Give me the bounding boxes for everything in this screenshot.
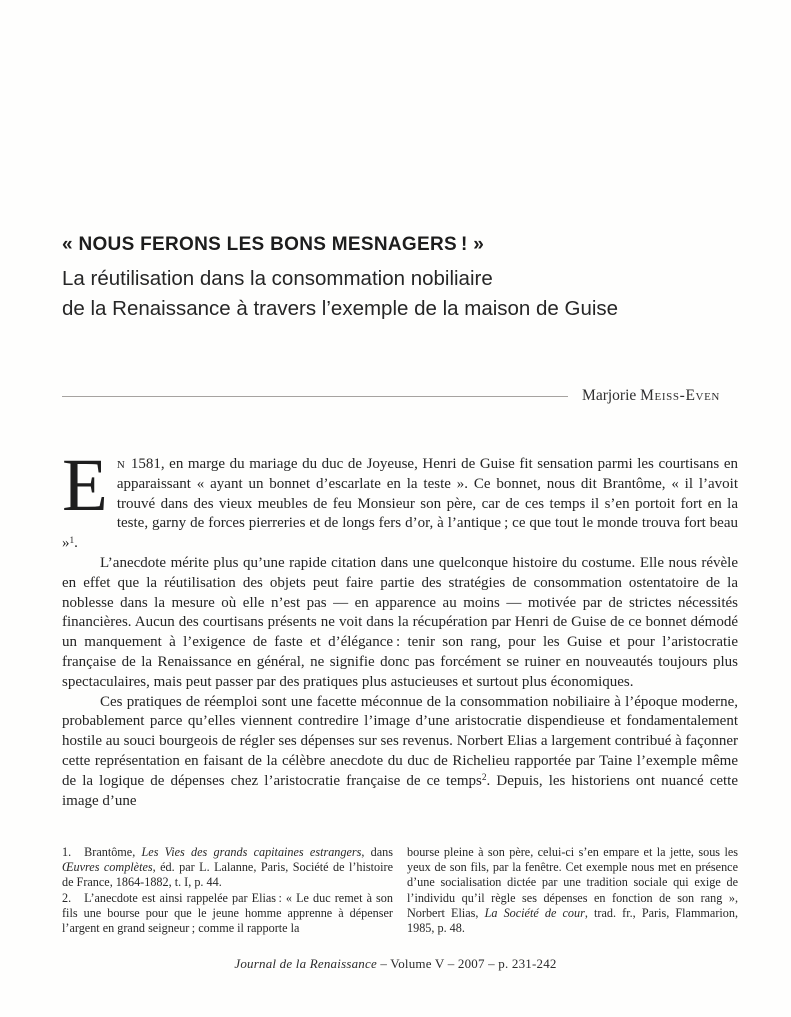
author-first-name: Marjorie [582,387,641,404]
article-subtitle [62,264,738,323]
dropcap-letter: E [62,444,108,527]
paragraph-1-text: n 1581, en marge du mariage du duc de Joyeuse, Henri de Guise fit sensation parmi les courtisans en apparaissant « ayant un bonnet d’escarlate en la teste ». Ce bonnet, nous dit Brantôme, « il l’avoit trouvé dans des vieux meubles de feu Monsieur son père, car de ces temps il s’en portoit fort en la teste, garny de forces pierreries et de longs fers d’or, à l’antique ; ce que tout le monde trouva fort beau »$^1$. [62,456,738,552]
subtitle-line-2: de la Renaissance à travers l’exemple de la maison de Guise [62,296,619,320]
author-last-name: Meiss-Even [640,387,720,404]
paragraph-1 [62,444,738,554]
article-title: « NOUS FERONS LES BONS MESNAGERS ! » [62,234,485,255]
footnote-2-continuation [407,845,738,936]
paragraph-3-text: Ces pratiques de réemploi sont une facette méconnue de la consommation nobiliaire à l’époque moderne, probablement parce qu’elles viennent contredire l’image d’une aristocratie dispendieuse et fondamentalement hostile au souci bourgeois de régler ses dépenses sur ses revenus. Norbert Elias a largement contribué à façonner cette représentation en faisant de la célèbre anecdote du duc de Richelieu rapportée par Taine l’exemple même de la logique de dépenses chez l’aristocratie française de ce temps$^2$. Depuis, les historiens ont nuancé cette image d’une [62,693,739,809]
author-name [582,387,720,405]
footnote-1-text: 1. Brantôme, Les Vies des grands capitaines estrangers, dans Œuvres complètes, éd. par L. Lalanne, Paris, Société de l’histoire de France, 1864-1882, t. I, p. 44. [62,845,394,890]
subtitle-line-1: La réutilisation dans la consommation nobiliaire [62,267,493,290]
footnotes-column-right [407,845,738,936]
paragraph-2 [62,554,738,693]
journal-citation: Journal de la Renaissance – Volume V – 2007 – p. 231-242 [234,956,557,971]
footnote-2-start-text: 2. L’anecdote est ainsi rappelée par Elias : « Le duc remet à son fils une bourse pour que le jeune homme apprenne à dépenser l’argent en grand seigneur ; comme il rapporte la [62,890,393,936]
page-footer [0,956,791,972]
author-row [62,386,738,406]
article-header [62,233,738,323]
author-divider-rule [62,396,568,397]
footnotes [62,845,738,936]
paragraph-2-text: L’anecdote mérite plus qu’une rapide citation dans une quelconque histoire du costume. Elle nous révèle en effet que la réutilisation des objets peut faire partie des stratégies de consommation ostentatoire de la noblesse dans la mesure où elle n’est pas — en apparence au moins — motivée par de strictes nécessités financières. Aucun des courtisans présents ne voit dans la récupération par Henri de Guise de ce bonnet démodé un manquement à l’exigence de faste et d’élégance : tenir son rang, pour les Guise et pour l’aristocratie française de la Renaissance en général, ne signifie donc pas forcément se ruiner en nouveautés toujours plus spectaculaires, mais peut passer par des pratiques plus astucieuses et surtout plus économiques. [62,554,738,690]
paragraph-3 [62,693,738,812]
footnotes-column-left [62,845,393,936]
footnote-2-start [62,891,393,937]
footnote-2-continuation-text: bourse pleine à son père, celui-ci s’en empare et la jette, sous les yeux de son fils, par la fenêtre. Cet exemple nous met en présence d’une socialisation dictée par une tradition sociale qui exige de l’individu qu’il règle ses dépenses en fonction de son rang », Norbert Elias, La Société de cour, trad. fr., Paris, Flammarion, 1985, p. 48. [407,845,739,936]
article-body [62,444,739,811]
footnote-1 [62,845,393,891]
